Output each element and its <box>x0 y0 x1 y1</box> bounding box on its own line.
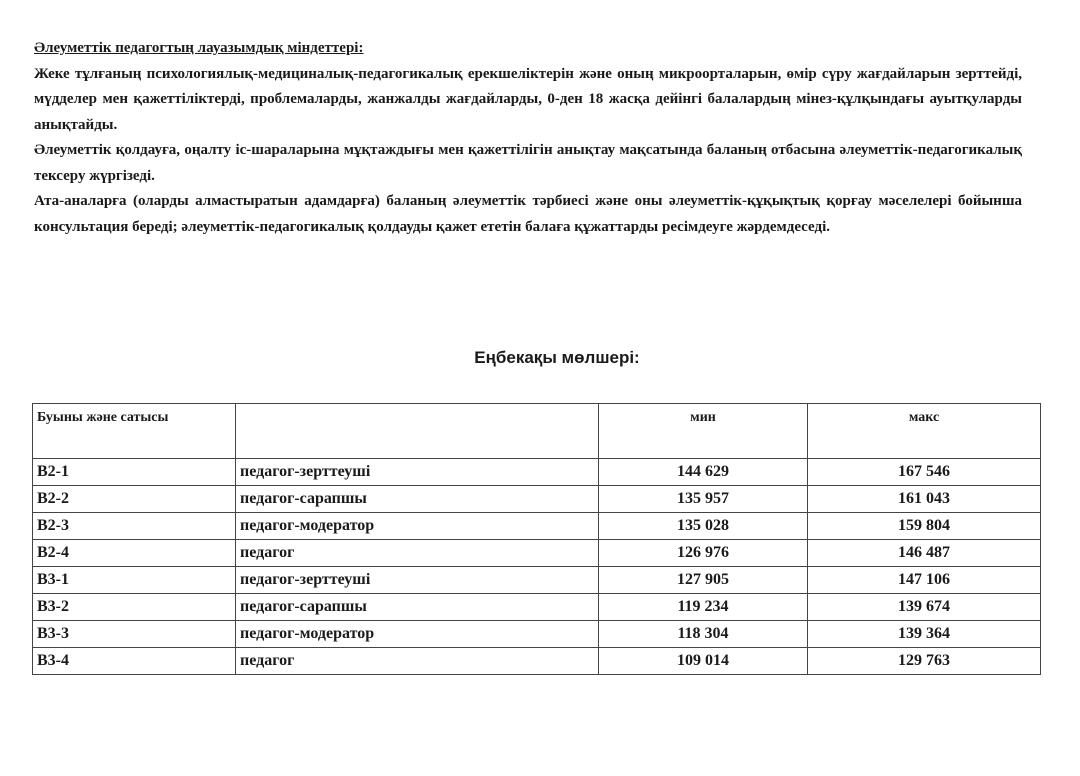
table-row <box>33 486 1041 513</box>
duties-paragraph-2: Әлеуметтік қолдауға, оңалту іс-шараларына мұқтаждығы мен қажеттілігін анықтау мақсатында баланың отбасына әлеуметтік-педагогикалық тексеру жүргізеді. <box>34 142 1022 184</box>
row-min: 127 905 <box>599 567 808 594</box>
row-code: В2-2 <box>33 486 236 513</box>
row-max: 161 043 <box>808 486 1041 513</box>
table-row <box>33 540 1041 567</box>
table-row <box>33 594 1041 621</box>
salary-title: Еңбекақы мөлшері: <box>474 348 640 367</box>
row-code: В3-2 <box>33 594 236 621</box>
row-max: 147 106 <box>808 567 1041 594</box>
row-max: 159 804 <box>808 513 1041 540</box>
table-header-row <box>33 404 1041 459</box>
row-max: 167 546 <box>808 459 1041 486</box>
row-min: 119 234 <box>599 594 808 621</box>
row-min: 135 957 <box>599 486 808 513</box>
row-max: 146 487 <box>808 540 1041 567</box>
row-max: 129 763 <box>808 648 1041 675</box>
row-code: В3-4 <box>33 648 236 675</box>
row-min: 118 304 <box>599 621 808 648</box>
table-row <box>33 513 1041 540</box>
row-min: 144 629 <box>599 459 808 486</box>
salary-table <box>32 403 1041 675</box>
row-name: педагог-модератор <box>236 513 599 540</box>
header-code: Буыны және сатысы <box>33 404 236 459</box>
table-row <box>33 648 1041 675</box>
row-code: В2-4 <box>33 540 236 567</box>
row-code: В2-3 <box>33 513 236 540</box>
row-name: педагог <box>236 540 599 567</box>
header-min: мин <box>599 404 808 459</box>
duties-section <box>34 36 1022 240</box>
row-name: педагог-сарапшы <box>236 486 599 513</box>
table-row <box>33 621 1041 648</box>
table-row <box>33 459 1041 486</box>
row-code: В3-1 <box>33 567 236 594</box>
row-name: педагог <box>236 648 599 675</box>
row-max: 139 674 <box>808 594 1041 621</box>
duties-paragraph-3: Ата-аналарға (оларды алмастыратын адамдарға) баланың әлеуметтік тәрбиесі және оны әлеуметтік-құқықтық қорғау мәселелері бойынша консультация береді; әлеуметтік-педагогикалық қолдауды қажет ететін балаға құжаттарды ресімдеуге жәрдемдеседі. <box>34 193 1022 235</box>
row-name: педагог-зерттеуші <box>236 459 599 486</box>
row-name: педагог-зерттеуші <box>236 567 599 594</box>
row-code: В3-3 <box>33 621 236 648</box>
duties-paragraph-1: Жеке тұлғаның психологиялық-медициналық-педагогикалық ерекшеліктерін және оның микроорталарын, өмір сүру жағдайларын зерттейді, мүдделер мен қажеттіліктерді, проблемаларды, жанжалды жағдайларды, 0-ден 18 жасқа дейінгі балалардың мінез-құлқындағы ауытқуларды анықтайды. <box>34 65 1022 133</box>
row-code: В2-1 <box>33 459 236 486</box>
row-min: 126 976 <box>599 540 808 567</box>
row-min: 109 014 <box>599 648 808 675</box>
row-name: педагог-модератор <box>236 621 599 648</box>
row-max: 139 364 <box>808 621 1041 648</box>
row-name: педагог-сарапшы <box>236 594 599 621</box>
duties-title: Әлеуметтік педагогтың лауазымдық міндеттері: <box>34 40 364 56</box>
header-name <box>236 404 599 459</box>
table-row <box>33 567 1041 594</box>
row-min: 135 028 <box>599 513 808 540</box>
header-max: макс <box>808 404 1041 459</box>
